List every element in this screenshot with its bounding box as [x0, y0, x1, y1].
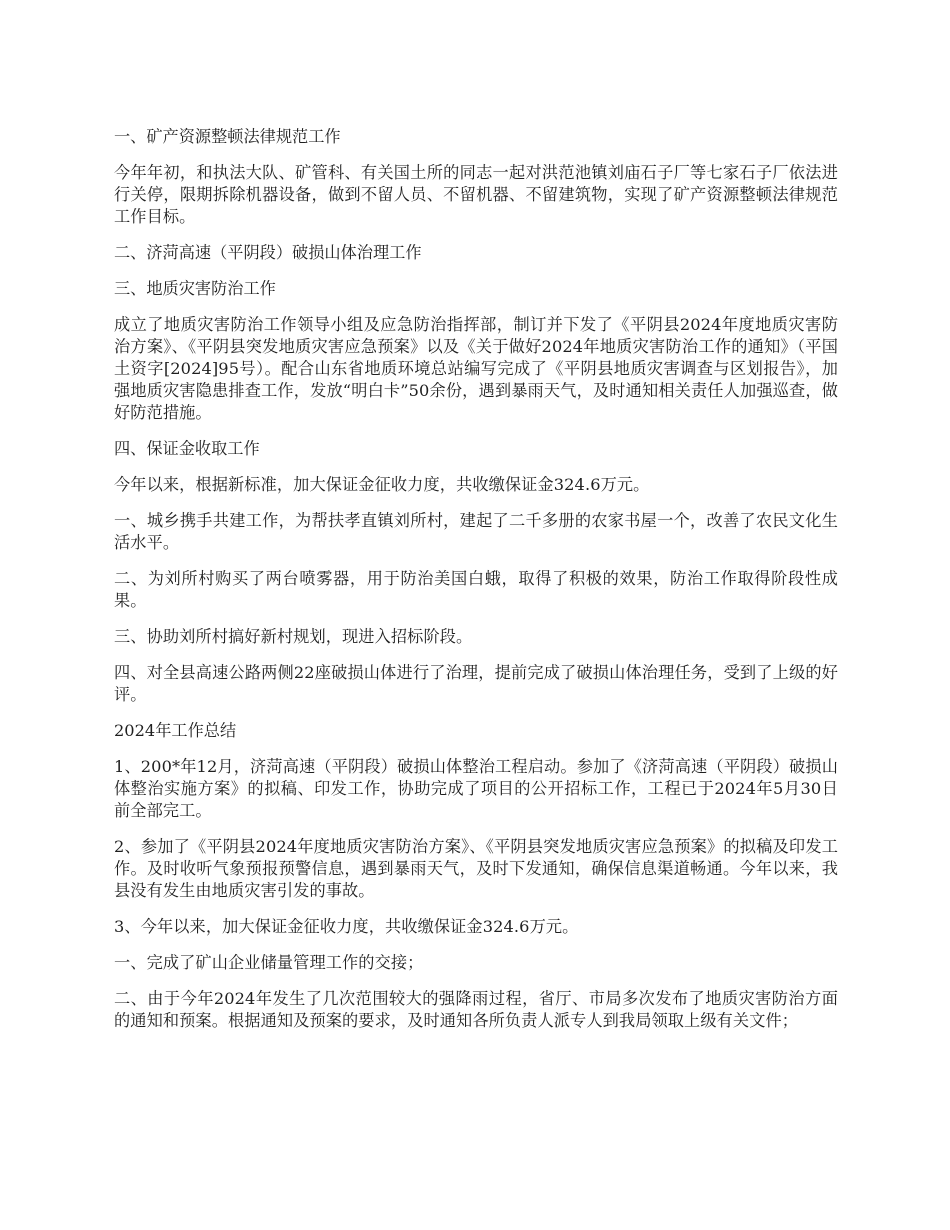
paragraph-mountain-repair: 四、对全县高速公路两侧22座破损山体进行了治理，提前完成了破损山体治理任务，受到了上级的好评。: [114, 663, 838, 704]
summary-item-2: 2、参加了《平阴县2024年度地质灾害防治方案》、《平阴县突发地质灾害应急预案》的拟稿及印发工作。及时收听气象预报预警信息，遇到暴雨天气，及时下发通知，确保信息渠道畅通。今年以来，我县没有发生由地质灾害引发的事故。: [114, 837, 838, 900]
summary-item-3: 3、今年以来，加大保证金征收力度，共收缴保证金324.6万元。: [114, 917, 579, 936]
paragraph-village-library: 一、城乡携手共建工作，为帮扶孝直镇刘所村，建起了二千多册的农家书屋一个，改善了农民文化生活水平。: [114, 511, 838, 552]
section-heading-summary: 2024年工作总结: [114, 721, 237, 740]
section-heading-mineral: 一、矿产资源整顿法律规范工作: [114, 127, 341, 146]
paragraph-reserve-handover: 一、完成了矿山企业储量管理工作的交接；: [114, 953, 424, 972]
section-heading-geohazard: 三、地质灾害防治工作: [114, 279, 276, 298]
paragraph-deposit: 今年以来，根据新标准，加大保证金征收力度，共收缴保证金324.6万元。: [114, 475, 650, 494]
document-body: [114, 126, 838, 1046]
summary-item-1: 1、200*年12月，济菏高速（平阴段）破损山体整治工程启动。参加了《济菏高速（平阴段）破损山体整治实施方案》的拟稿、印发工作，协助完成了项目的公开招标工作，工程已于2024年5月30日前全部完工。: [114, 757, 838, 820]
paragraph-geohazard: 成立了地质灾害防治工作领导小组及应急防治指挥部，制订并下发了《平阴县2024年度地质灾害防治方案》、《平阴县突发地质灾害应急预案》以及《关于做好2024年地质灾害防治工作的通知》（平国土资字[2024]95号）。配合山东省地质环境总站编写完成了《平阴县地质灾害调查与区划报告》，加强地质灾害隐患排查工作，发放“明白卡”50余份，遇到暴雨天气，及时通知相关责任人加强巡查，做好防范措施。: [114, 315, 838, 422]
section-heading-highway: 二、济菏高速（平阴段）破损山体治理工作: [114, 243, 422, 262]
paragraph-sprayers: 二、为刘所村购买了两台喷雾器，用于防治美国白蛾，取得了积极的效果，防治工作取得阶段性成果。: [114, 569, 838, 610]
paragraph-village-plan: 三、协助刘所村搞好新村规划，现进入招标阶段。: [114, 627, 473, 646]
paragraph-rainfall-notice: 二、由于今年2024年发生了几次范围较大的强降雨过程，省厅、市局多次发布了地质灾害防治方面的通知和预案。根据通知及预案的要求，及时通知各所负责人派专人到我局领取上级有关文件；: [114, 989, 838, 1030]
paragraph-mineral: 今年年初，和执法大队、矿管科、有关国土所的同志一起对洪范池镇刘庙石子厂等七家石子厂依法进行关停，限期拆除机器设备，做到不留人员、不留机器、不留建筑物，实现了矿产资源整顿法律规范工作目标。: [114, 163, 838, 226]
section-heading-deposit: 四、保证金收取工作: [114, 439, 260, 458]
